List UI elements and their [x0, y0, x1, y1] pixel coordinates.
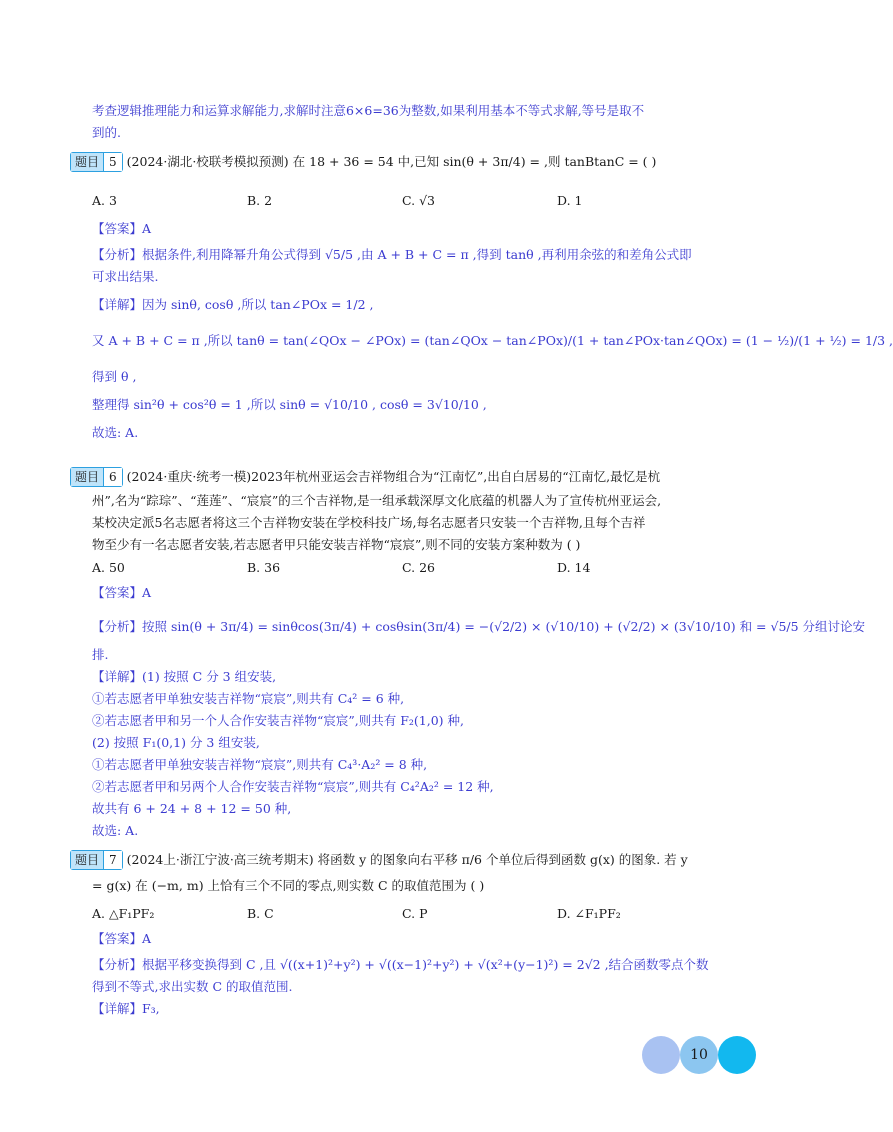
option-a: A. 3 — [92, 193, 117, 208]
intro-line: 到的. — [92, 125, 121, 140]
badge-label: 题目 — [71, 851, 103, 869]
detail-line: 整理得 sin²θ + cos²θ = 1 ,所以 sinθ = √10/10 , cosθ = 3√10/10 , — [92, 397, 487, 412]
detail-line: 故选: A. — [92, 823, 139, 838]
option-c: C. 26 — [402, 560, 435, 575]
question-text-line: 州”,名为“踪琮”、“莲莲”、“宸宸”的三个吉祥物,是一组承载深厚文化底蕴的机器人为了宣传杭州亚运会, — [92, 493, 662, 508]
detail-line: ①若志愿者甲单独安装吉祥物“宸宸”,则共有 C₄³·A₂² = 8 种, — [92, 757, 428, 772]
answer-line: 【答案】A — [92, 221, 152, 236]
option-a: A. 50 — [92, 560, 125, 575]
detail-line: 得到 θ , — [92, 369, 137, 384]
option-d: D. 14 — [557, 560, 591, 575]
option-a: A. △F₁PF₂ — [92, 906, 155, 921]
question-title — [70, 848, 750, 872]
option-d: D. ∠F₁PF₂ — [557, 906, 621, 921]
question-6-body — [92, 490, 732, 556]
badge-number: 7 — [103, 851, 122, 869]
detail-line: ①若志愿者甲单独安装吉祥物“宸宸”,则共有 C₄² = 6 种, — [92, 691, 405, 706]
question-7 — [70, 848, 750, 872]
analysis-line: 【分析】按照 sin(θ + 3π/4) = sinθcos(3π/4) + cosθsin(3π/4) = −(√2/2) × (√10/10) + (√2/2) × (3√10/10) 和 = √5/5 分组讨论安 — [92, 619, 866, 634]
intro-paragraph — [92, 100, 732, 144]
question-text-line: 物至少有一名志愿者安装,若志愿者甲只能安装吉祥物“宸宸”,则不同的安装方案种数为 ( ) — [92, 537, 581, 552]
option-b: B. C — [247, 906, 274, 921]
question-5-solution — [92, 218, 893, 444]
footer-circle — [718, 1036, 756, 1074]
detail-line: ②若志愿者甲和另两个人合作安装吉祥物“宸宸”,则共有 C₄²A₂² = 12 种, — [92, 779, 494, 794]
analysis-line: 排. — [92, 647, 109, 662]
detail-line: 【详解】因为 sinθ, cosθ ,所以 tan∠POx = 1/2 , — [92, 297, 374, 312]
answer-line: 【答案】A — [92, 585, 152, 600]
question-6-solution — [92, 582, 866, 842]
question-text-line: = g(x) 在 (−m, m) 上恰有三个不同的零点,则实数 C 的取值范围为 ( ) — [92, 878, 485, 893]
footer-circle — [642, 1036, 680, 1074]
question-7-body — [92, 875, 732, 897]
option-c: C. √3 — [402, 193, 435, 208]
question-7-solution — [92, 928, 732, 1020]
detail-line: 又 A + B + C = π ,所以 tanθ = tan(∠QOx − ∠POx) = (tan∠QOx − tan∠POx)/(1 + tan∠POx·tan∠QOx) = (1 − ½)/(1 + ½) = 1/3 , — [92, 333, 893, 348]
option-b: B. 2 — [247, 193, 273, 208]
detail-line: 故共有 6 + 24 + 8 + 12 = 50 种, — [92, 801, 292, 816]
detail-line: ②若志愿者甲和另一个人合作安装吉祥物“宸宸”,则共有 F₂(1,0) 种, — [92, 713, 464, 728]
page-number: 10 — [690, 1047, 708, 1063]
badge-number: 6 — [103, 468, 122, 486]
question-badge — [70, 152, 123, 172]
detail-line: 【详解】(1) 按照 C 分 3 组安装, — [92, 669, 277, 684]
badge-label: 题目 — [71, 153, 103, 171]
question-text: (2024上·浙江宁波·高三统考期末) 将函数 y 的图象向右平移 π/6 个单位后得到函数 g(x) 的图象. 若 y — [126, 852, 688, 867]
analysis-line: 得到不等式,求出实数 C 的取值范围. — [92, 979, 293, 994]
question-badge — [70, 850, 123, 870]
question-title — [70, 150, 750, 174]
question-7-options — [92, 903, 732, 925]
question-title — [70, 465, 750, 489]
analysis-line: 可求出结果. — [92, 269, 159, 284]
intro-line: 考查逻辑推理能力和运算求解能力,求解时注意6×6=36为整数,如果利用基本不等式求解,等号是取不 — [92, 103, 645, 118]
option-b: B. 36 — [247, 560, 281, 575]
question-6 — [70, 465, 750, 489]
question-text: (2024·重庆·统考一模)2023年杭州亚运会吉祥物组合为“江南忆”,出自白居易的“江南忆,最忆是杭 — [126, 469, 661, 484]
question-text: (2024·湖北·校联考模拟预测) 在 18 + 36 = 54 中,已知 sin(θ + 3π/4) = ,则 tanBtanC = ( ) — [126, 154, 657, 169]
detail-line: 故选: A. — [92, 425, 139, 440]
answer-line: 【答案】A — [92, 931, 152, 946]
question-6-options — [92, 557, 732, 579]
question-5-options — [92, 190, 732, 212]
page-footer — [642, 1036, 762, 1076]
badge-number: 5 — [103, 153, 122, 171]
analysis-line: 【分析】根据条件,利用降幂升角公式得到 √5/5 ,由 A + B + C = π ,得到 tanθ ,再利用余弦的和差角公式即 — [92, 247, 692, 262]
question-5 — [70, 150, 750, 174]
option-d: D. 1 — [557, 193, 583, 208]
badge-label: 题目 — [71, 468, 103, 486]
question-text-line: 某校决定派5名志愿者将这三个吉祥物安装在学校科技广场,每名志愿者只安装一个吉祥物,且每个吉祥 — [92, 515, 646, 530]
question-badge — [70, 467, 123, 487]
detail-line: (2) 按照 F₁(0,1) 分 3 组安装, — [92, 735, 260, 750]
analysis-line: 【分析】根据平移变换得到 C ,且 √((x+1)²+y²) + √((x−1)²+y²) + √(x²+(y−1)²) = 2√2 ,结合函数零点个数 — [92, 957, 709, 972]
detail-line: 【详解】F₃, — [92, 1001, 160, 1016]
option-c: C. P — [402, 906, 428, 921]
